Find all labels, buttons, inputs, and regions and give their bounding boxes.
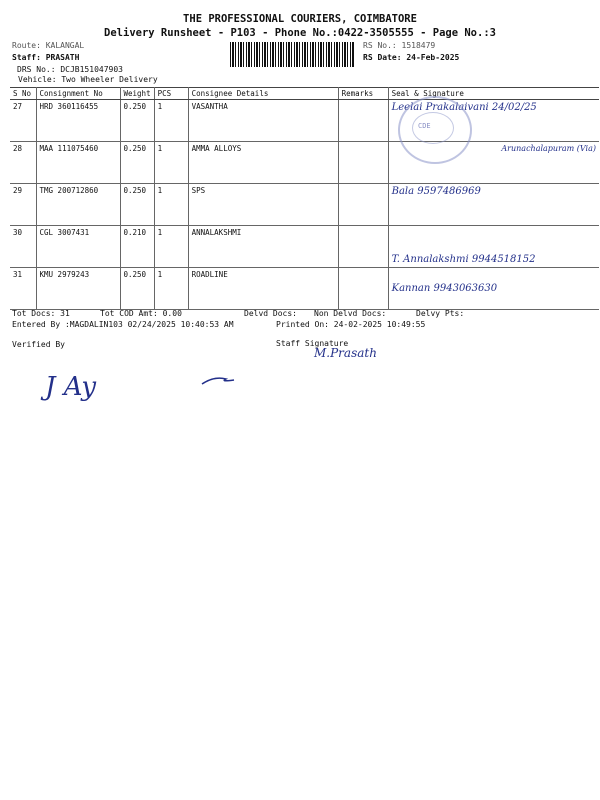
cell-consignment: KMU 2979243 (36, 268, 120, 310)
tot-cod-amt: Tot COD Amt: 0.00 (100, 309, 182, 318)
table-row (10, 226, 599, 268)
cell-remarks (338, 100, 388, 142)
cell-signature (388, 226, 599, 268)
cell-remarks (338, 142, 388, 184)
cell-pcs: 1 (154, 268, 188, 310)
handwritten-signature: Bala 9597486969 (391, 186, 481, 197)
handwritten-signature: Arunachalapuram (Via) (501, 144, 596, 153)
cell-consignee: VASANTHA (188, 100, 338, 142)
col-header-pcs: PCS (154, 88, 188, 100)
company-title: THE PROFESSIONAL COURIERS, COIMBATORE (183, 13, 417, 25)
cell-pcs: 1 (154, 184, 188, 226)
entered-by: Entered By :MAGDALIN103 02/24/2025 10:40:53 AM (12, 320, 234, 329)
cell-weight: 0.210 (120, 226, 154, 268)
verifier-handwritten-signature: J Ay (45, 372, 97, 402)
cell-consignment: HRD 360116455 (36, 100, 120, 142)
table-row (10, 142, 599, 184)
cell-sno: 27 (10, 100, 36, 142)
cell-weight: 0.250 (120, 100, 154, 142)
col-header-weight: Weight (120, 88, 154, 100)
delvy-pts: Delvy Pts: (416, 309, 465, 318)
cell-consignment: MAA 111075460 (36, 142, 120, 184)
cell-pcs: 1 (154, 226, 188, 268)
handwritten-signature: Kannan 9943063630 (391, 283, 498, 294)
staff-label: Staff: PRASATH (12, 53, 80, 62)
col-header-consignee: Consignee Details (188, 88, 338, 100)
rs-number: RS No.: 1518479 (363, 41, 436, 50)
tot-docs: Tot Docs: 31 (12, 309, 70, 318)
cell-weight: 0.250 (120, 142, 154, 184)
cell-weight: 0.250 (120, 184, 154, 226)
rs-date: RS Date: 24-Feb-2025 (363, 53, 460, 62)
cell-consignment: TMG 200712860 (36, 184, 120, 226)
cell-consignee: ANNALAKSHMI (188, 226, 338, 268)
cell-signature (388, 184, 599, 226)
cell-sno: 30 (10, 226, 36, 268)
cell-consignee: ROADLINE (188, 268, 338, 310)
cell-consignee: SPS (188, 184, 338, 226)
cell-pcs: 1 (154, 100, 188, 142)
barcode-image (230, 42, 355, 67)
cell-signature (388, 268, 599, 310)
col-header-signature: Seal & Signature (388, 88, 599, 100)
signature-stroke (200, 372, 240, 388)
delvd-docs: Delvd Docs: (244, 309, 297, 318)
cell-remarks (338, 226, 388, 268)
cell-consignment: CGL 3007431 (36, 226, 120, 268)
cell-remarks (338, 268, 388, 310)
cell-consignee: AMMA ALLOYS (188, 142, 338, 184)
col-header-consignment: Consignment No (36, 88, 120, 100)
table-row (10, 100, 599, 142)
non-delvd-docs: Non Delvd Docs: (314, 309, 387, 318)
runsheet-title: Delivery Runsheet - P103 - Phone No.:0422-3505555 - Page No.:3 (104, 27, 496, 39)
route-label: Route: KALANGAL (12, 41, 85, 50)
seal-stamp-text: CDE (418, 122, 431, 130)
cell-sno: 28 (10, 142, 36, 184)
printed-on: Printed On: 24-02-2025 10:49:55 (276, 320, 426, 329)
cell-remarks (338, 184, 388, 226)
col-header-remarks: Remarks (338, 88, 388, 100)
drs-number: DRS No.: DCJB151047903 (17, 65, 123, 74)
verified-by-label: Verified By (12, 340, 65, 349)
table-row (10, 184, 599, 226)
runsheet-table (10, 87, 599, 310)
handwritten-signature: T. Annalakshmi 9944518152 (391, 254, 536, 265)
staff-handwritten-signature: M.Prasath (314, 346, 377, 360)
table-header-row (10, 88, 599, 100)
col-header-sno: S No (10, 88, 36, 100)
cell-weight: 0.250 (120, 268, 154, 310)
cell-sno: 31 (10, 268, 36, 310)
staff-signature-label: Staff Signature (276, 339, 349, 348)
vehicle-label: Vehicle: Two Wheeler Delivery (18, 75, 158, 84)
handwritten-signature: Leelai Prakalaivani 24/02/25 (391, 102, 537, 113)
table-row (10, 268, 599, 310)
cell-pcs: 1 (154, 142, 188, 184)
cell-sno: 29 (10, 184, 36, 226)
